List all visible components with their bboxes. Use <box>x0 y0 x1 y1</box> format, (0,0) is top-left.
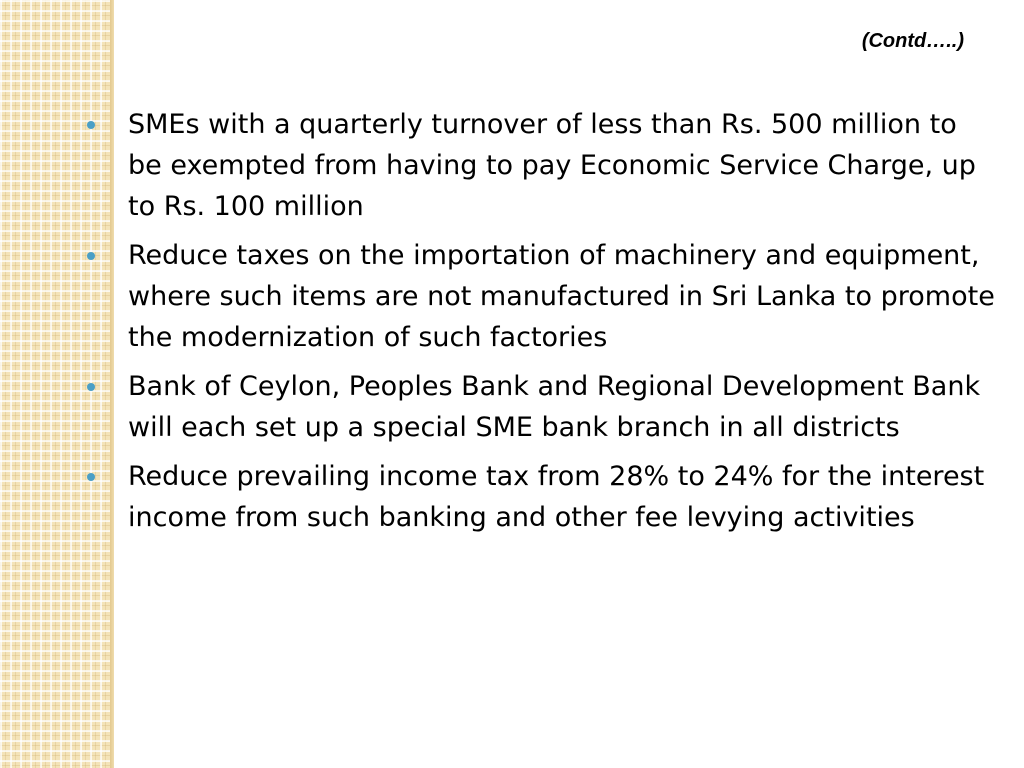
continued-label: (Contd…..) <box>861 30 964 52</box>
bullet-dot-icon <box>87 383 95 391</box>
bullet-text: Reduce taxes on the importation of machinery and equipment, where such items are not manufactured in Sri Lanka to promote the modernization of such factories <box>128 240 995 353</box>
bullet-text: SMEs with a quarterly turnover of less than Rs. 500 million to be exempted from having to pay Economic Service Charge, up to Rs. 100 million <box>128 109 976 222</box>
bullet-item <box>84 104 999 227</box>
bullet-dot-icon <box>87 473 95 481</box>
bullet-item <box>84 456 999 538</box>
bullet-dot-icon <box>87 121 95 129</box>
bullet-text: Reduce prevailing income tax from 28% to 24% for the interest income from such banking and other fee levying activities <box>128 461 985 533</box>
bullet-item <box>84 235 999 358</box>
bullet-item <box>84 366 999 448</box>
bullet-dot-icon <box>87 252 95 260</box>
bullet-text: Bank of Ceylon, Peoples Bank and Regional Development Bank will each set up a special SME bank branch in all districts <box>128 371 981 443</box>
bullet-list <box>84 104 999 546</box>
